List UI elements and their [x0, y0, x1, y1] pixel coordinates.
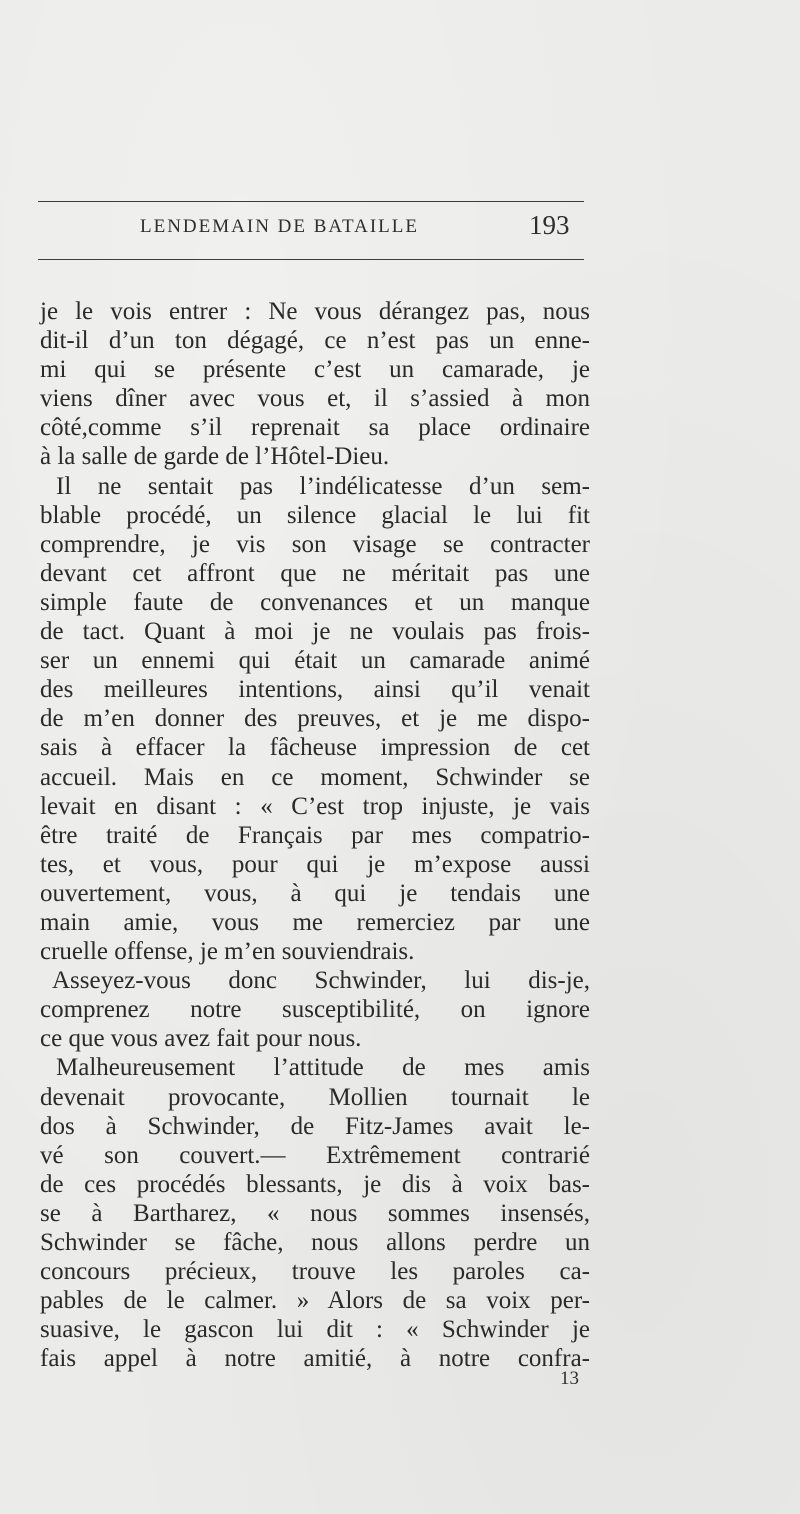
text-line: ce que vous avez fait pour nous.	[40, 1025, 362, 1053]
text-line: vé son couvert.— Extrêmement contrarié	[40, 1141, 590, 1169]
text-line: blable procédé, un silence glacial le lui fit	[40, 501, 590, 529]
text-line: cruelle offense, je m’en souviendrais.	[40, 938, 415, 966]
text-line: viens dîner avec vous et, il s’assied à mon	[40, 385, 590, 413]
text-line: de m’en donner des preuves, et je me dispo-	[40, 705, 590, 733]
text-line: fais appel à notre amitié, à notre confra-	[40, 1345, 590, 1373]
text-line: ser un ennemi qui était un camarade animé	[40, 647, 590, 675]
text-line: devenait provocante, Mollien tournait le	[40, 1083, 590, 1111]
body-text	[40, 297, 590, 1373]
text-line: de tact. Quant à moi je ne voulais pas frois-	[40, 618, 590, 646]
text-line: dit-il d’un ton dégagé, ce n’est pas un enne-	[40, 327, 590, 355]
text-line: comprenez notre susceptibilité, on ignore	[40, 996, 590, 1024]
text-line: Schwinder se fâche, nous allons perdre un	[40, 1229, 590, 1256]
running-head-title: LENDEMAIN DE BATAILLE	[140, 216, 419, 237]
text-line: tes, et vous, pour qui je m’expose aussi	[40, 850, 590, 878]
text-line: concours précieux, trouve les paroles ca-	[40, 1258, 590, 1286]
text-line: accueil. Mais en ce moment, Schwinder se	[40, 763, 590, 791]
text-line: simple faute de convenances et un manque	[40, 588, 590, 616]
text-line: se à Bartharez, « nous sommes insensés,	[40, 1199, 590, 1227]
text-line: pables de le calmer. » Alors de sa voix per-	[40, 1287, 590, 1315]
text-line: à la salle de garde de l’Hôtel-Dieu.	[40, 443, 390, 471]
text-line: dos à Schwinder, de Fitz-James avait le-	[40, 1112, 590, 1140]
text-line: côté,comme s’il reprenait sa place ordinaire	[40, 414, 590, 442]
text-line: mi qui se présente c’est un camarade, je	[40, 356, 590, 384]
text-line: main amie, vous me remerciez par une	[40, 908, 590, 936]
header-rule-top	[38, 201, 584, 202]
text-line: sais à effacer la fâcheuse impression de cet	[40, 734, 590, 762]
text-line: suasive, le gascon lui dit : « Schwinder je	[40, 1316, 590, 1344]
page-number: 193	[529, 210, 570, 240]
text-line: être traité de Français par mes compatrio-	[40, 821, 590, 849]
text-line: Asseyez-vous donc Schwinder, lui dis-je,	[52, 967, 590, 995]
text-line: des meilleures intentions, ainsi qu’il venait	[40, 676, 590, 704]
text-line: levait en disant : « C’est trop injuste, je vais	[40, 792, 590, 820]
text-line: Malheureusement l’attitude de mes amis	[56, 1054, 590, 1082]
text-line: je le vois entrer : Ne vous dérangez pas, nous	[40, 298, 590, 325]
text-line: de ces procédés blessants, je dis à voix bas-	[40, 1170, 590, 1198]
signature-mark: 13	[560, 1368, 579, 1389]
text-line: ouvertement, vous, à qui je tendais une	[40, 879, 590, 907]
text-line: devant cet affront que ne méritait pas une	[40, 559, 590, 587]
text-line: Il ne sentait pas l’indélicatesse d’un sem-	[56, 472, 590, 500]
header-rule-bottom	[38, 259, 584, 260]
text-line: comprendre, je vis son visage se contracter	[40, 530, 590, 558]
